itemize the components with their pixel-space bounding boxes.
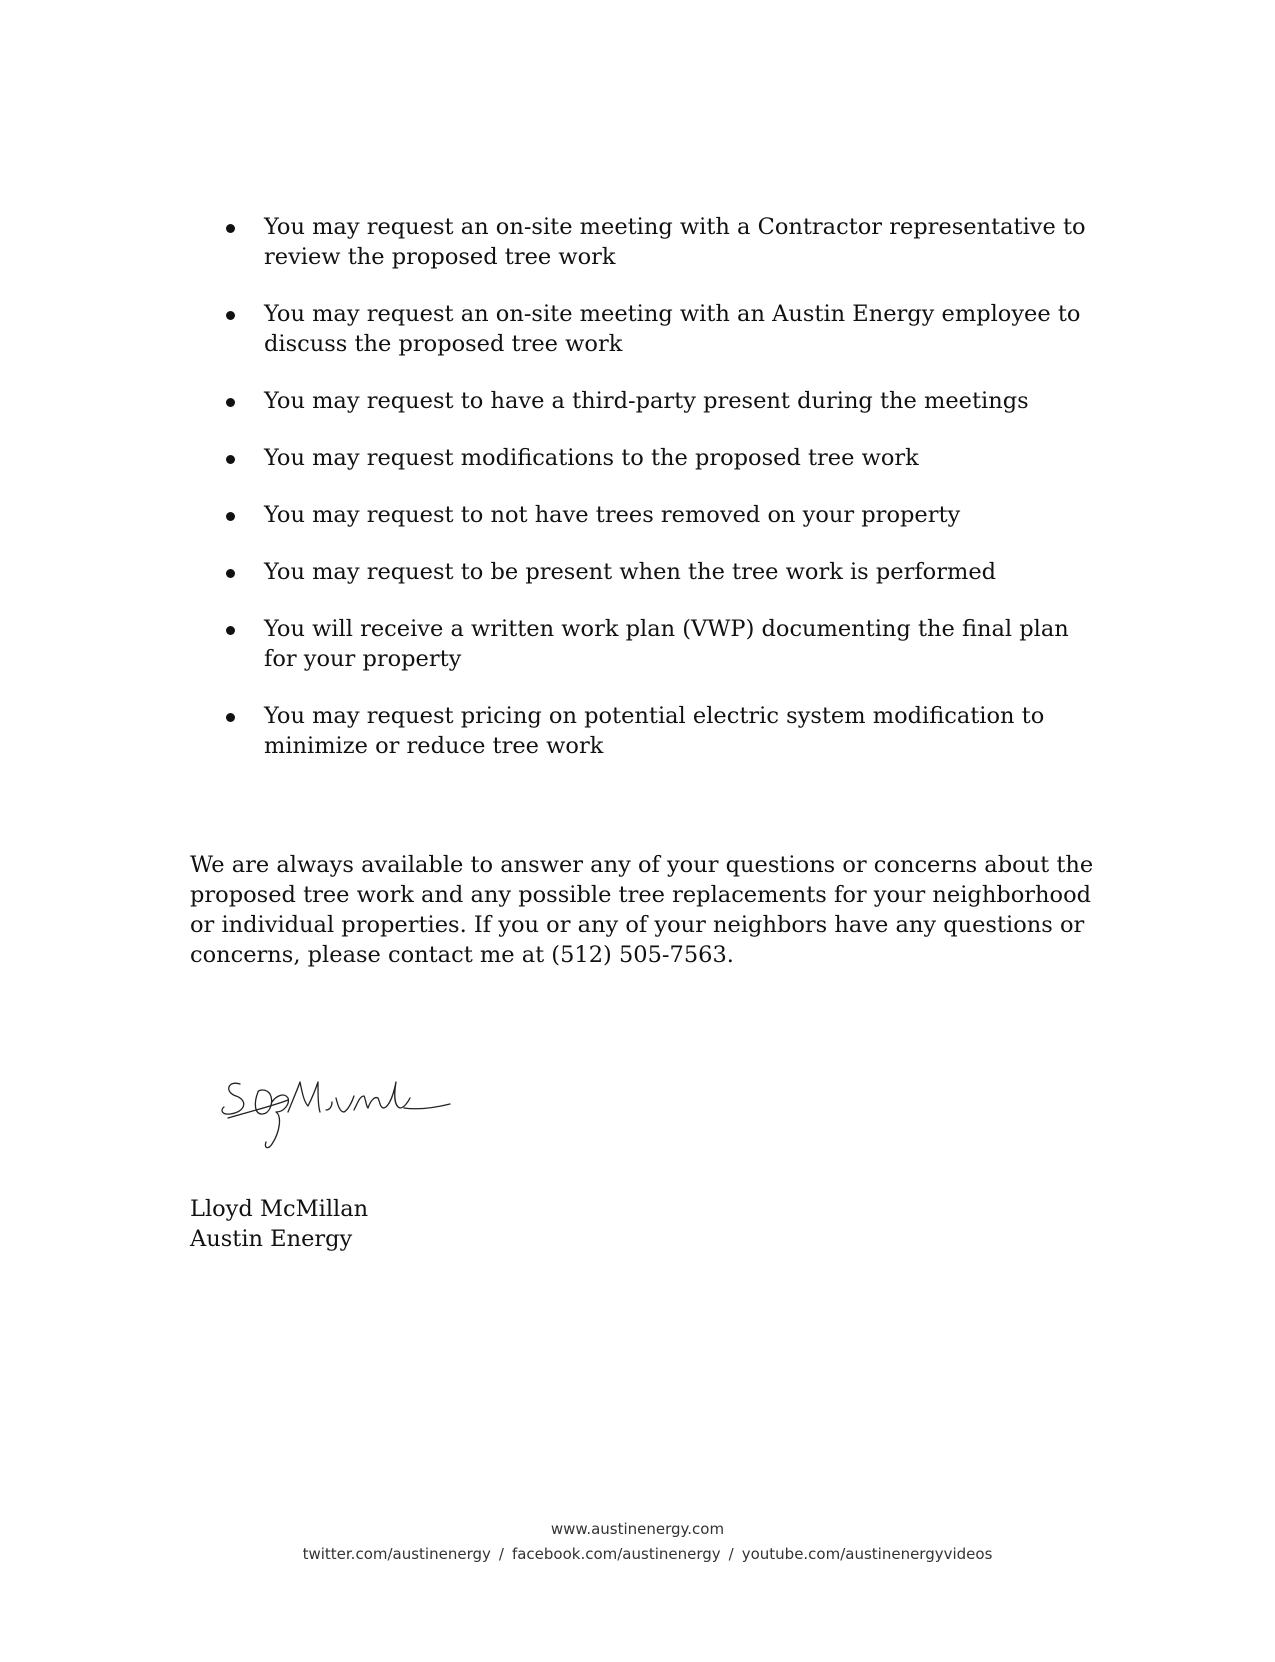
list-item	[190, 299, 1090, 359]
list-item	[190, 557, 1090, 587]
list-item	[190, 443, 1090, 473]
bullet-icon	[226, 224, 235, 233]
bullet-icon	[226, 512, 235, 521]
signer-organization: Austin Energy	[190, 1226, 353, 1252]
bullet-icon	[226, 311, 235, 320]
list-item-text: You may request pricing on potential electric system modification to minimize or reduce tree work	[264, 703, 1045, 759]
bullet-icon	[226, 455, 235, 464]
bullet-icon	[226, 713, 235, 722]
signature-image	[218, 1062, 458, 1162]
list-item-text: You may request an on-site meeting with a Contractor representative to review the proposed tree work	[264, 214, 1086, 270]
list-item	[190, 500, 1090, 530]
bullet-icon	[226, 569, 235, 578]
facebook-link[interactable]: facebook.com/austinenergy	[511, 1545, 721, 1563]
list-item	[190, 386, 1090, 416]
footer-social-links	[10, 1545, 1275, 1563]
youtube-link[interactable]: youtube.com/austinenergyvideos	[741, 1545, 993, 1563]
twitter-link[interactable]: twitter.com/austinenergy	[302, 1545, 491, 1563]
list-item	[190, 701, 1090, 761]
list-item-text: You may request to be present when the tree work is performed	[264, 559, 997, 585]
list-item-text: You will receive a written work plan (VWP) documenting the final plan for your property	[264, 616, 1069, 672]
closing-paragraph: We are always available to answer any of your questions or concerns about the proposed tree work and any possible tree replacements for your neighborhood or individual properties. If you or any of your neighbors have any questions or concerns, please contact me at (512) 505-7563.	[190, 852, 1094, 968]
list-item	[190, 212, 1090, 272]
list-item-text: You may request an on-site meeting with an Austin Energy employee to discuss the proposed tree work	[264, 301, 1081, 357]
signer-name: Lloyd McMillan	[190, 1196, 369, 1222]
separator: /	[498, 1545, 504, 1563]
list-item-text: You may request to not have trees removed on your property	[264, 502, 961, 528]
website-link[interactable]: www.austinenergy.com	[550, 1520, 725, 1538]
list-item	[190, 614, 1090, 674]
rights-list	[190, 212, 1090, 788]
bullet-icon	[226, 398, 235, 407]
bullet-icon	[226, 626, 235, 635]
signature-block	[190, 1194, 368, 1254]
separator: /	[728, 1545, 734, 1563]
footer-website	[0, 1520, 1275, 1538]
list-item-text: You may request modifications to the proposed tree work	[264, 445, 919, 471]
list-item-text: You may request to have a third-party present during the meetings	[264, 388, 1029, 414]
